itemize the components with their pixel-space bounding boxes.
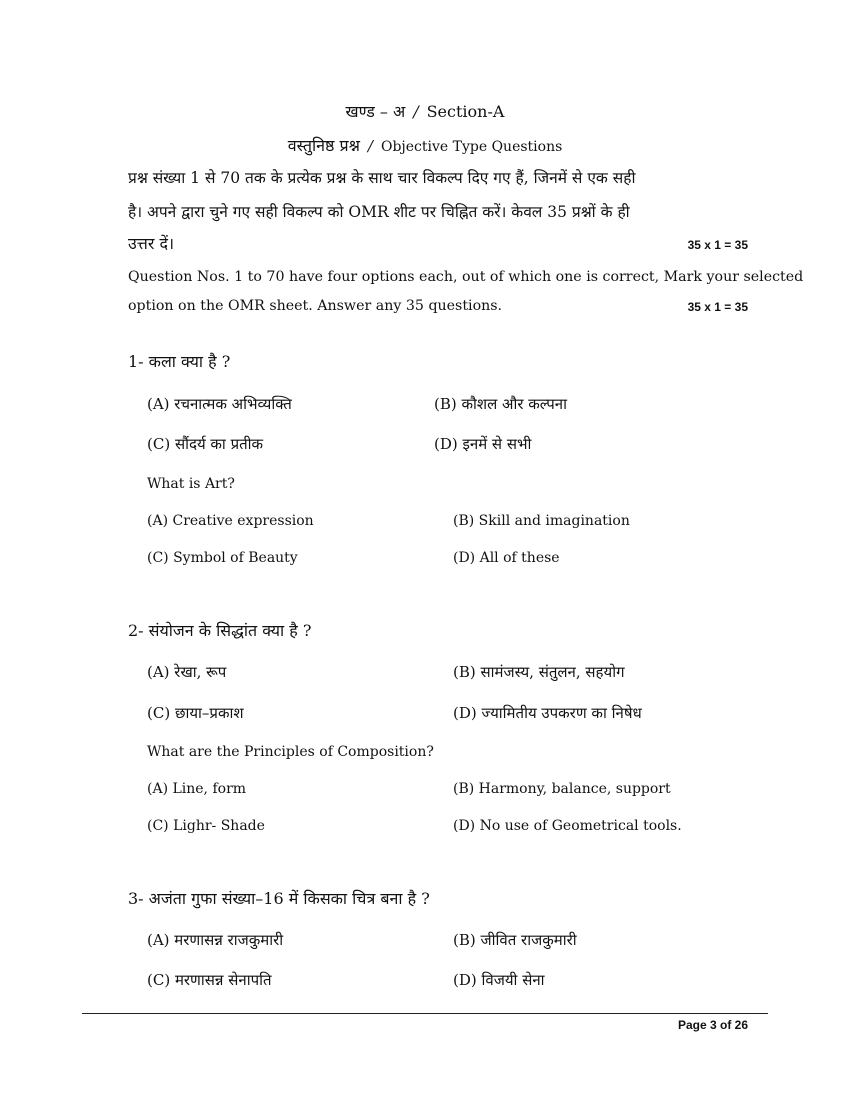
marks-hindi: 35 x 1 = 35 bbox=[687, 238, 748, 252]
heading-separator: / bbox=[413, 102, 419, 121]
q3-option-b-hindi: (B) जीवित राजकुमारी bbox=[453, 931, 577, 949]
section-heading bbox=[0, 102, 850, 122]
page-number: Page 3 of 26 bbox=[677, 1018, 748, 1032]
q2-option-c-hindi: (C) छाया–प्रकाश bbox=[147, 704, 244, 722]
instruction-english-line-1: Question Nos. 1 to 70 have four options each, out of which one is correct, Mark your selected bbox=[128, 269, 804, 285]
instruction-hindi-line-2: है। अपने द्वारा चुने गए सही विकल्प को OMR शीट पर चिह्नित करें। केवल 35 प्रश्नों के ही bbox=[128, 203, 630, 221]
q1-option-b-hindi: (B) कौशल और कल्पना bbox=[434, 395, 567, 413]
q2-option-a-english: (A) Line, form bbox=[147, 781, 247, 797]
instruction-hindi-line-3: उत्तर दें। bbox=[128, 234, 175, 253]
question-1-english: What is Art? bbox=[147, 476, 235, 492]
q3-option-d-hindi: (D) विजयी सेना bbox=[453, 971, 545, 989]
q1-option-b-english: (B) Skill and imagination bbox=[453, 513, 630, 529]
q2-option-c-english: (C) Lighr- Shade bbox=[147, 818, 265, 834]
q3-option-a-hindi: (A) मरणासन्न राजकुमारी bbox=[147, 931, 284, 949]
section-subtitle bbox=[0, 136, 850, 157]
q2-option-b-hindi: (B) सामंजस्य, संतुलन, सहयोग bbox=[453, 663, 625, 681]
instruction-hindi-line-1: प्रश्न संख्या 1 से 70 तक के प्रत्येक प्रश्न के साथ चार विकल्प दिए गए हैं, जिनमें से एक सही bbox=[128, 169, 636, 187]
section-heading-english: Section-A bbox=[426, 102, 505, 121]
q1-option-c-hindi: (C) सौंदर्य का प्रतीक bbox=[147, 435, 264, 453]
q2-option-d-hindi: (D) ज्यामितीय उपकरण का निषेध bbox=[453, 704, 642, 722]
q1-option-a-hindi: (A) रचनात्मक अभिव्यक्ति bbox=[147, 395, 292, 413]
q2-option-a-hindi: (A) रेखा, रूप bbox=[147, 663, 227, 681]
q2-option-b-english: (B) Harmony, balance, support bbox=[453, 781, 671, 797]
question-2-english: What are the Principles of Composition? bbox=[147, 744, 434, 760]
section-heading-hindi: खण्ड – अ bbox=[345, 102, 406, 121]
q1-option-d-english: (D) All of these bbox=[453, 550, 560, 566]
subtitle-hindi: वस्तुनिष्ठ प्रश्न bbox=[287, 136, 360, 155]
question-1-hindi: 1- कला क्या है ? bbox=[128, 352, 231, 371]
question-3-hindi: 3- अजंता गुफा संख्या–16 में किसका चित्र बना है ? bbox=[128, 889, 430, 908]
q3-option-c-hindi: (C) मरणासन्न सेनापति bbox=[147, 971, 272, 989]
footer-rule bbox=[82, 1013, 768, 1014]
q1-option-a-english: (A) Creative expression bbox=[147, 513, 314, 529]
q1-option-c-english: (C) Symbol of Beauty bbox=[147, 550, 298, 566]
marks-english: 35 x 1 = 35 bbox=[687, 300, 748, 314]
subtitle-separator: / bbox=[367, 137, 373, 155]
q1-option-d-hindi: (D) इनमें से सभी bbox=[434, 435, 532, 453]
instruction-english-line-2: option on the OMR sheet. Answer any 35 questions. bbox=[128, 298, 503, 314]
q2-option-d-english: (D) No use of Geometrical tools. bbox=[453, 818, 682, 834]
question-2-hindi: 2- संयोजन के सिद्धांत क्या है ? bbox=[128, 621, 312, 640]
subtitle-english: Objective Type Questions bbox=[380, 139, 563, 155]
